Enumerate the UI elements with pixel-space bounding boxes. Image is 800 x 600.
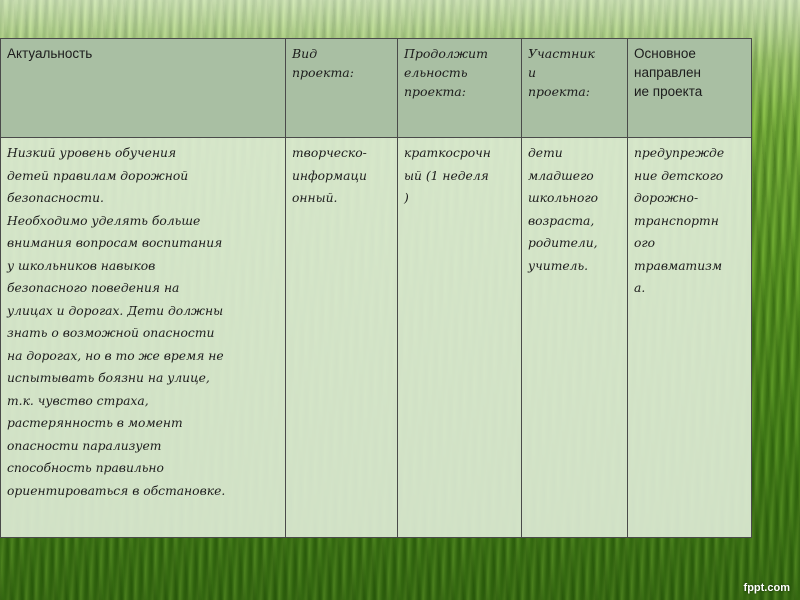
project-table	[0, 38, 752, 538]
table-row	[1, 138, 752, 538]
cell-relevance: Низкий уровень обучения детей правилам дорожной безопасности. Необходимо уделять больше внимания вопросам воспитания у школьников навыков безопасного поведения на улицах и дорогах. Дети должны знать о возможной опасности на дорогах, но в то же время не испытывать боязни на улице, т.к. чувство страха, растерянность в момент опасности парализует способность правильно ориентироваться в обстановке.	[1, 138, 286, 538]
cell-main-direction: предупрежде ние детского дорожно- транспортн ого травматизм а.	[628, 138, 752, 538]
header-project-type: Вид проекта:	[286, 39, 398, 138]
header-relevance: Актуальность	[1, 39, 286, 138]
cell-participants: дети младшего школьного возраста, родители, учитель.	[522, 138, 628, 538]
header-participants: Участник и проекта:	[522, 39, 628, 138]
cell-duration: краткосрочн ый (1 неделя )	[398, 138, 522, 538]
cell-project-type: творческо- информаци онный.	[286, 138, 398, 538]
header-duration: Продолжит ельность проекта:	[398, 39, 522, 138]
header-main-direction: Основное направлен ие проекта	[628, 39, 752, 138]
watermark: fppt.com	[743, 582, 790, 594]
table-header-row	[1, 39, 752, 138]
